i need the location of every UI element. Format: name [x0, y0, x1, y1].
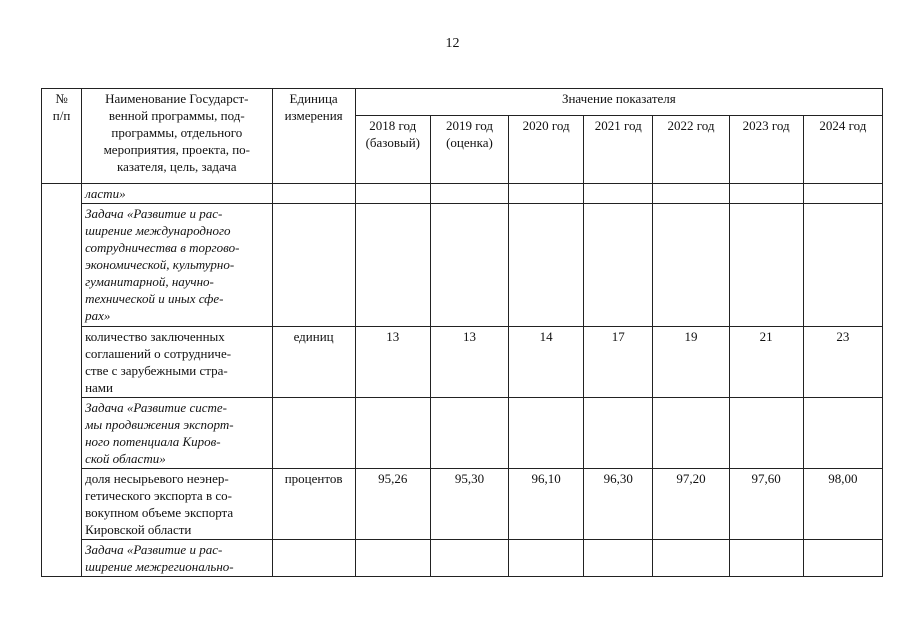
- header-year: 2024 год: [803, 116, 882, 184]
- value-cell: [509, 540, 584, 577]
- header-indicator-value: Значение показателя: [355, 89, 882, 116]
- table-row: [42, 204, 883, 327]
- header-year: 2021 год: [584, 116, 653, 184]
- value-cell: [803, 204, 882, 327]
- value-cell: [355, 204, 430, 327]
- header-number: № п/п: [42, 89, 82, 184]
- table-row: [42, 184, 883, 204]
- unit-cell: [272, 184, 355, 204]
- value-cell: [653, 398, 729, 469]
- value-cell: [653, 540, 729, 577]
- header-year: 2023 год: [729, 116, 803, 184]
- value-cell: [653, 184, 729, 204]
- task-name-cell: Задача «Развитие систе- мы продвижения экспорт- ного потенциала Киров- ской области»: [82, 398, 272, 469]
- value-cell: 17: [584, 327, 653, 398]
- value-cell: 97,60: [729, 469, 803, 540]
- unit-cell: [272, 540, 355, 577]
- value-cell: [430, 540, 508, 577]
- indicator-name-cell: доля несырьевого неэнер- гетического экспорта в со- вокупном объеме экспорта Кировской области: [82, 469, 272, 540]
- value-cell: 13: [355, 327, 430, 398]
- table-body: [42, 184, 883, 577]
- value-cell: [653, 204, 729, 327]
- value-cell: [509, 204, 584, 327]
- value-cell: [803, 398, 882, 469]
- unit-cell: единиц: [272, 327, 355, 398]
- value-cell: 96,30: [584, 469, 653, 540]
- header-unit: Единица измерения: [272, 89, 355, 184]
- value-cell: 14: [509, 327, 584, 398]
- value-cell: [509, 184, 584, 204]
- header-year: 2019 год (оценка): [430, 116, 508, 184]
- value-cell: [729, 398, 803, 469]
- indicators-table: [41, 88, 883, 577]
- row-number-cell: [42, 184, 82, 577]
- value-cell: 98,00: [803, 469, 882, 540]
- value-cell: [509, 398, 584, 469]
- task-name-cell: Задача «Развитие и рас- ширение межрегионально-: [82, 540, 272, 577]
- value-cell: 23: [803, 327, 882, 398]
- value-cell: 95,30: [430, 469, 508, 540]
- value-cell: [430, 204, 508, 327]
- value-cell: [584, 398, 653, 469]
- value-cell: [355, 184, 430, 204]
- task-name-cell: Задача «Развитие и рас- ширение международного сотрудничества в торгово- экономической, культурно- гуманитарной, научно- технической и иных сфе- рах»: [82, 204, 272, 327]
- value-cell: [584, 204, 653, 327]
- value-cell: [584, 540, 653, 577]
- value-cell: 97,20: [653, 469, 729, 540]
- value-cell: [803, 540, 882, 577]
- value-cell: 13: [430, 327, 508, 398]
- table-header: [42, 89, 883, 184]
- unit-cell: [272, 204, 355, 327]
- value-cell: [729, 204, 803, 327]
- value-cell: [355, 540, 430, 577]
- table-row: [42, 327, 883, 398]
- value-cell: [729, 184, 803, 204]
- header-year: 2022 год: [653, 116, 729, 184]
- header-year: 2020 год: [509, 116, 584, 184]
- unit-cell: процентов: [272, 469, 355, 540]
- header-name: Наименование Государст- венной программы, под- программы, отдельного мероприятия, проекта, по- казателя, цель, задача: [82, 89, 272, 184]
- table-row: [42, 540, 883, 577]
- table-row: [42, 398, 883, 469]
- header-year: 2018 год (базовый): [355, 116, 430, 184]
- value-cell: 21: [729, 327, 803, 398]
- table-row: [42, 469, 883, 540]
- value-cell: [729, 540, 803, 577]
- value-cell: [584, 184, 653, 204]
- value-cell: 96,10: [509, 469, 584, 540]
- value-cell: [355, 398, 430, 469]
- value-cell: 19: [653, 327, 729, 398]
- value-cell: [430, 398, 508, 469]
- task-name-cell: ласти»: [82, 184, 272, 204]
- value-cell: [803, 184, 882, 204]
- page-number: 12: [445, 36, 460, 51]
- value-cell: [430, 184, 508, 204]
- value-cell: 95,26: [355, 469, 430, 540]
- indicator-name-cell: количество заключенных соглашений о сотрудниче- стве с зарубежными стра- нами: [82, 327, 272, 398]
- unit-cell: [272, 398, 355, 469]
